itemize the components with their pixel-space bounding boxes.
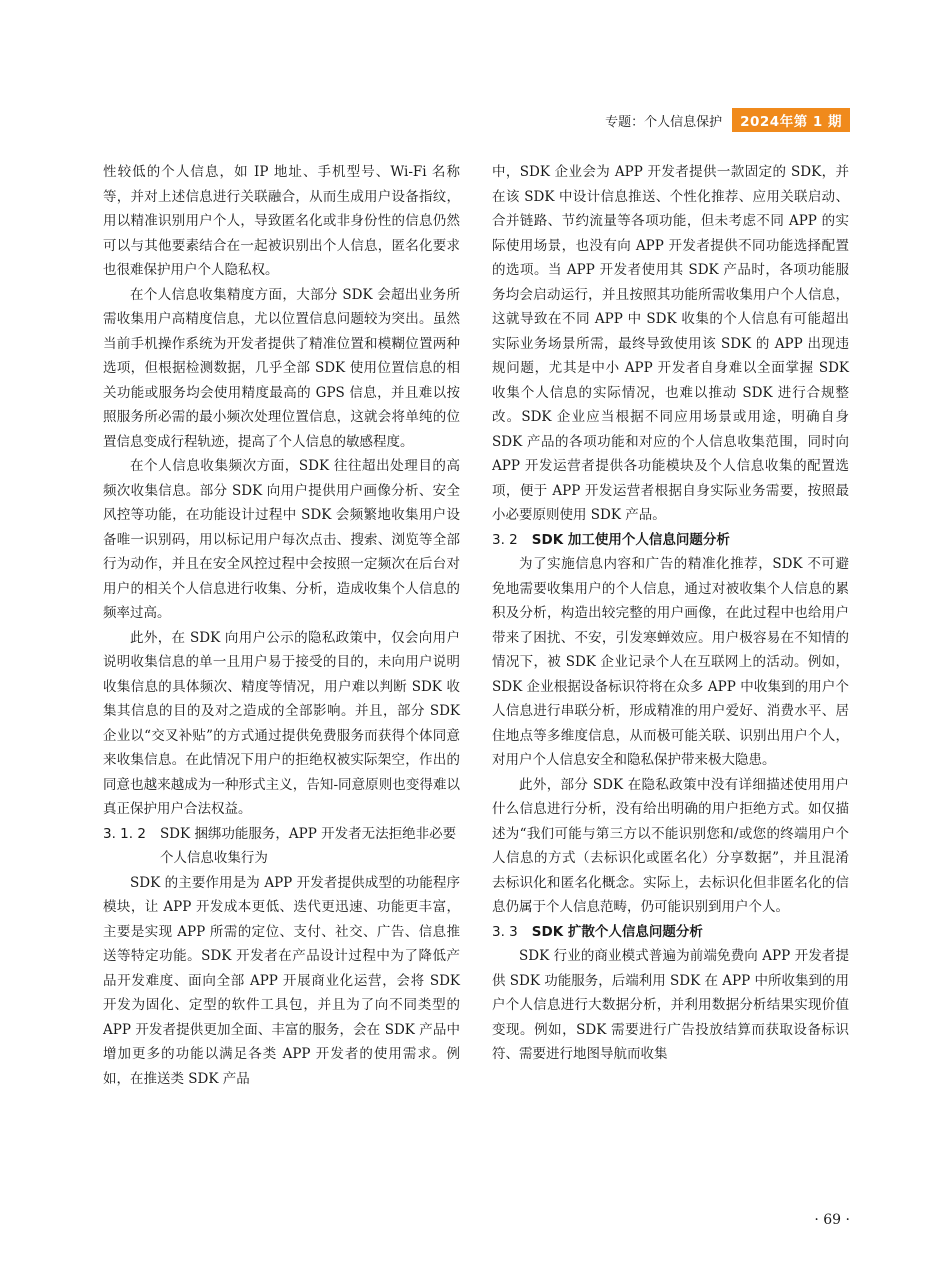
- section-title: SDK 捆绑功能服务，APP 开发者无法拒绝非必要个人信息收集行为: [159, 825, 457, 866]
- page-number: · 69 ·: [814, 1212, 850, 1228]
- section-heading-3-1-2: [103, 822, 460, 871]
- header-topic: 专题：个人信息保护: [605, 114, 723, 130]
- left-column: [103, 160, 460, 1091]
- paragraph: 在个人信息收集精度方面，大部分 SDK 会超出业务所需收集用户高精度信息，尤以位置信息问题较为突出。虽然当前手机操作系统为开发者提供了精准位置和模糊位置两种选项，但根据检测数据，几乎全部 SDK 使用位置信息的相关功能或服务均会使用精度最高的 GPS 信息，并且难以按照服务所必需的最小频次处理位置信息，这就会将单纯的位置信息变成行程轨迹，提高了个人信息的敏感程度。: [103, 286, 460, 450]
- running-header: [605, 108, 850, 132]
- paragraph: SDK 的主要作用是为 APP 开发者提供成型的功能程序模块，让 APP 开发成本更低、迭代更迅速、功能更丰富，主要是实现 APP 所需的定位、支付、社交、广告、信息推送等特定功能。SDK 开发者在产品设计过程中为了降低产品开发难度、面向全部 APP 开展商业化运营，会将 SDK 开发为固化、定型的软件工具包，并且为了向不同类型的 APP 开发者提供更加全面、丰富的服务，会在 SDK 产品中增加更多的功能以满足各类 APP 开发者的使用需求。例如，在推送类 SDK 产品: [103, 874, 460, 1087]
- section-number: 3. 3: [492, 923, 518, 940]
- section-number: 3. 1. 2: [103, 825, 146, 842]
- issue-badge: 2024年第 1 期: [732, 108, 850, 132]
- paragraph: 此外，部分 SDK 在隐私政策中没有详细描述使用用户什么信息进行分析，没有给出明确的用户拒绝方式。如仅描述为“我们可能与第三方以不能识别您和/或您的终端用户个人信息的方式（去标识化或匿名化）分享数据”，并且混淆去标识化和匿名化概念。实际上，去标识化但非匿名化的信息仍属于个人信息范畴，仍可能识别到用户个人。: [492, 776, 849, 915]
- right-column: [492, 160, 849, 1067]
- paragraph: SDK 行业的商业模式普遍为前端免费向 APP 开发者提供 SDK 功能服务，后端利用 SDK 在 APP 中所收集到的用户个人信息进行大数据分析，并利用数据分析结果实现价值变现。例如，SDK 需要进行广告投放结算而获取设备标识符、需要进行地图导航而收集: [492, 948, 849, 1062]
- paragraph: 为了实施信息内容和广告的精准化推荐，SDK 不可避免地需要收集用户的个人信息，通过对被收集个人信息的累积及分析，构造出较完整的用户画像，在此过程中也给用户带来了困扰、不安，引发寒蝉效应。用户极容易在不知情的情况下，被 SDK 企业记录个人在互联网上的活动。例如，SDK 企业根据设备标识符将在众多 APP 中收集到的用户个人信息进行串联分析，形成精准的用户爱好、消费水平、居住地点等多维度信息，从而极可能关联、识别出用户个人，对用户个人信息安全和隐私保护带来极大隐患。: [492, 556, 849, 768]
- section-number: 3. 2: [492, 531, 518, 548]
- section-title: SDK 加工使用个人信息问题分析: [531, 531, 730, 548]
- paragraph: 此外，在 SDK 向用户公示的隐私政策中，仅会向用户说明收集信息的单一且用户易于接受的目的，未向用户说明收集信息的具体频次、精度等情况，用户难以判断 SDK 收集其信息的目的及对之造成的全部影响。并且，部分 SDK 企业以“交叉补贴”的方式通过提供免费服务而获得个体同意来收集信息。在此情况下用户的拒绝权被实际架空，作出的同意也越来越成为一种形式主义，告知-同意原则也变得难以真正保护用户合法权益。: [103, 629, 460, 817]
- section-heading-3-2: [492, 528, 849, 553]
- section-heading-3-3: [492, 920, 849, 945]
- paragraph: 在个人信息收集频次方面，SDK 往往超出处理目的高频次收集信息。部分 SDK 向用户提供用户画像分析、安全风控等功能，在功能设计过程中 SDK 会频繁地收集用户设备唯一识别码，用以标记用户每次点击、搜索、浏览等全部行为动作，并且在安全风控过程中会按照一定频次在后台对用户的相关个人信息进行收集、分析，造成收集个人信息的频率过高。: [103, 458, 460, 621]
- section-title: SDK 扩散个人信息问题分析: [531, 923, 703, 940]
- paragraph: 性较低的个人信息，如 IP 地址、手机型号、Wi-Fi 名称等，并对上述信息进行关联融合，从而生成用户设备指纹，用以精准识别用户个人，导致匿名化或非身份性的信息仍然可以与其他要素结合在一起被识别出个人信息，匿名化要求也很难保护用户个人隐私权。: [103, 164, 460, 278]
- paragraph: 中，SDK 企业会为 APP 开发者提供一款固定的 SDK，并在该 SDK 中设计信息推送、个性化推荐、应用关联启动、合并链路、节约流量等各项功能，但未考虑不同 APP 的实际使用场景，也没有向 APP 开发者提供不同功能选择配置的选项。当 APP 开发者使用其 SDK 产品时，各项功能服务均会启动运行，并且按照其功能所需收集用户个人信息，这就导致在不同 APP 中 SDK 收集的个人信息有可能超出实际业务场景所需，最终导致使用该 SDK 的 APP 出现违规问题，尤其是中小 APP 开发者自身难以全面掌握 SDK 收集个人信息的实际情况，也难以推动 SDK 进行合规整改。SDK 企业应当根据不同应用场景或用途，明确自身 SDK 产品的各项功能和对应的个人信息收集范围，同时向 APP 开发运营者提供各功能模块及个人信息收集的配置选项，便于 APP 开发运营者根据自身实际业务需要，按照最小必要原则使用 SDK 产品。: [492, 164, 849, 523]
